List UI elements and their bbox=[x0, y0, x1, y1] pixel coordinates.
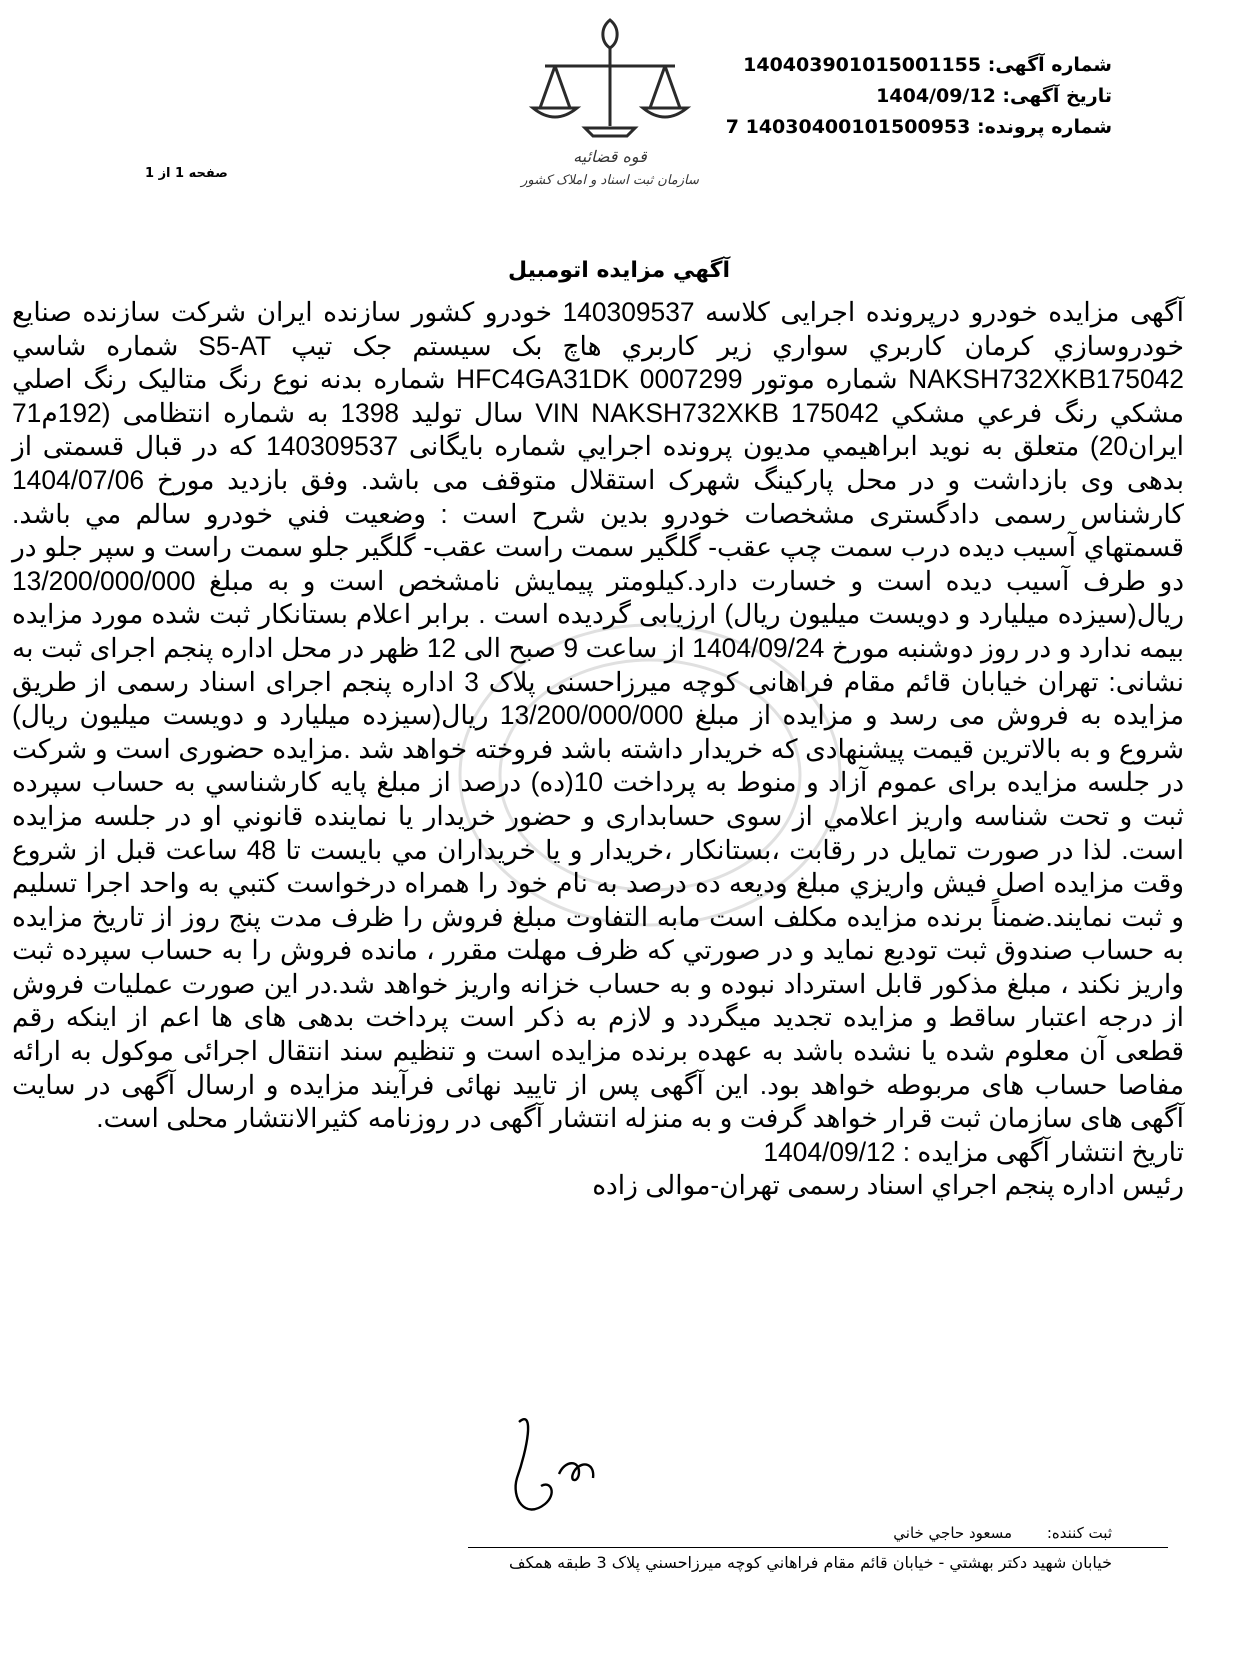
handwritten-signature-icon bbox=[505, 1400, 605, 1530]
case-number-label: شماره پرونده: bbox=[976, 116, 1112, 138]
office-address: خيابان شهيد دکتر بهشتي - خيابان قائم مقام فراهاني کوچه ميرزاحسني پلاک 3 طبقه همکف bbox=[509, 1553, 1112, 1572]
publication-date-line: تاریخ انتشار آگهی مزایده : 1404/09/12 bbox=[763, 1136, 1184, 1167]
registrar-label: ثبت کننده: bbox=[1046, 1524, 1112, 1542]
page-count: صفحه 1 از 1 bbox=[145, 166, 228, 181]
notice-date-label: تاریخ آگهی: bbox=[1002, 85, 1112, 107]
notice-number-row bbox=[726, 50, 1112, 81]
notice-date: 1404/09/12 bbox=[876, 85, 996, 107]
auction-description: آگهی مزایده خودرو درپرونده اجرایی کلاسه 140309537 خودرو کشور سازنده ایران شرکت سازنده صنایع خودروسازي کرمان کاربري سواري زير کاربري هاچ بک سيستم جک تيپ S5-AT شماره شاسي NAKSH732XKB175042 شماره موتور HFC4GA31DK 0007299 شماره بدنه نوع رنگ متاليک رنگ اصلي مشکي رنگ فرعي مشکي VIN NAKSH732XKB 175042 سال توليد 1398 به شماره انتظامی (192م71 ایران20) متعلق به نوید ابراهيمي مديون پرونده اجرايي شماره بايگانی 140309537 که در قبال قسمتی از بدهی وی بازداشت و در محل پارکینگ شهرک استقلال متوقف می باشد. وفق بازدید مورخ 1404/07/06 کارشناس رسمی دادگستری مشخصات خودرو بدین شرح است : وضعیت فني خودرو سالم مي باشد. قسمتهاي آسيب ديده درب سمت چپ عقب- گلگير سمت راست عقب- گلگير جلو سمت راست و سپر جلو در دو طرف آسيب ديده است و خسارت دارد.کیلومتر پیمایش نامشخص است و به مبلغ 13/200/000/000 ريال(سيزده ميليارد و دويست ميليون ريال) ارزیابی گردیده است . برابر اعلام بستانکار ثبت شده مورد مزایده بیمه ندارد و در روز دوشنبه مورخ 1404/09/24 از ساعت 9 صبح الی 12 ظهر در محل اداره پنجم اجرای ثبت به نشانی: تهران خیابان قائم مقام فراهانی کوچه میرزاحسنی پلاک 3 اداره پنجم اجرای اسناد رسمی از طریق مزایده به فروش می رسد و مزایده از مبلغ 13/200/000/000 ريال(سيزده ميليارد و دويست ميليون ريال) شروع و به بالاترین قیمت پیشنهادی که خریدار داشته باشد فروخته خواهد شد .مزایده حضوری است و شرکت در جلسه مزایده برای عموم آزاد و منوط به پرداخت 10(ده) درصد از مبلغ پايه کارشناسي به حساب سپرده ثبت و تحت شناسه واريز اعلامي از سوی حسابداری و حضور خريدار يا نماينده قانوني او در جلسه مزايده است. لذا در صورت تمایل در رقابت ،بستانکار ،خریدار و يا خريداران مي بايست تا 48 ساعت قبل از شروع وقت مزایده اصل فيش واريزي مبلغ وديعه ده درصد به نام خود را همراه درخواست کتبي به واحد اجرا تسليم و ثبت نمایند.ضمناً برنده مزایده مکلف است مابه التفاوت مبلغ فروش را ظرف مدت پنج روز از تاریخ مزایده به حساب صندوق ثبت توديع نمايد و در صورتي که ظرف مهلت مقرر ، مانده فروش را به حساب سپرده ثبت واريز نکند ، مبلغ مذکور قابل استرداد نبوده و به حساب خزانه واریز خواهد شد.در این صورت عملیات فروش از درجه اعتبار ساقط و مزایده تجدید میگردد و لازم به ذکر است پرداخت بدهی های ها اعم از اینکه رقم قطعی آن معلوم شده یا نشده باشد به عهده برنده مزایده است و تنظیم سند انتقال اجرائی موکول به ارائه مفاصا حساب های مربوطه خواهد بود. این آگهی پس از تایید نهائی فرآیند مزایده و ارسال آگهی در سایت آگهی های سازمان ثبت قرار خواهد گرفت و به منزله انتشار آگهی در روزنامه کثیرالانتشار محلی است. bbox=[12, 297, 1184, 1134]
notice-title: آگهي مزايده اتومبيل bbox=[507, 258, 731, 283]
notice-body bbox=[12, 296, 1184, 1203]
notice-date-row bbox=[726, 81, 1112, 112]
case-number-row bbox=[726, 112, 1112, 143]
notice-number: 140403901015001155 bbox=[743, 54, 982, 76]
emblem-caption-line1: قوه قضائیه bbox=[573, 147, 647, 166]
notice-number-label: شماره آگهی: bbox=[987, 54, 1112, 76]
notice-metadata bbox=[726, 50, 1112, 143]
emblem-caption-line2: سازمان ثبت اسناد و املاک کشور bbox=[521, 173, 699, 188]
registrar bbox=[893, 1524, 1112, 1542]
footer-divider bbox=[468, 1547, 1168, 1548]
registrar-name: مسعود حاجي خاني bbox=[893, 1524, 1013, 1542]
emblem-caption bbox=[520, 145, 700, 193]
signatory-line: رئيس اداره پنجم اجراي اسناد رسمی تهران-موالی زاده bbox=[592, 1170, 1184, 1201]
case-number: 14030400101500953 7 bbox=[725, 116, 971, 138]
